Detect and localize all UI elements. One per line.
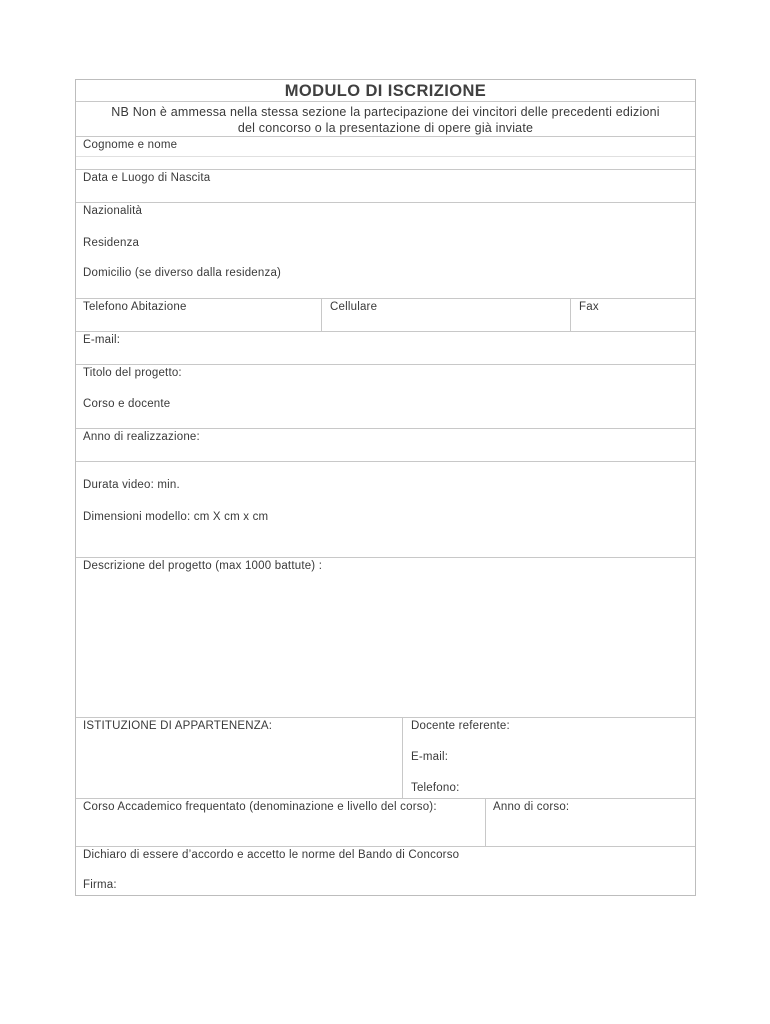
descrizione-field[interactable] [76, 558, 695, 718]
dichiarazione-row[interactable] [76, 847, 695, 895]
cognome-nome-subline [76, 156, 695, 157]
form-note [76, 102, 695, 137]
data-luogo-label: Data e Luogo di Nascita [83, 172, 211, 184]
cognome-nome-field[interactable] [76, 137, 695, 170]
registration-form [75, 79, 696, 896]
address-block[interactable] [76, 203, 695, 299]
anno-realizzazione-label: Anno di realizzazione: [83, 431, 200, 443]
form-title: MODULO DI ISCRIZIONE [76, 80, 695, 102]
cellulare-label: Cellulare [330, 301, 378, 313]
dichiarazione-label: Dichiaro di essere d’accordo e accetto le norme del Bando di Concorso [83, 849, 460, 861]
phone-divider-1 [321, 299, 322, 331]
durata-label: Durata video: min. [83, 479, 180, 491]
corso-docente-label: Corso e docente [83, 398, 171, 410]
email-label: E-mail: [83, 334, 121, 346]
telefono-label: Telefono Abitazione [83, 301, 187, 313]
phone-divider-2 [570, 299, 571, 331]
nazionalita-label: Nazionalità [83, 205, 143, 217]
istituzione-label: ISTITUZIONE DI APPARTENENZA: [83, 720, 273, 732]
corso-divider [485, 799, 486, 846]
docente-email-label: E-mail: [411, 751, 449, 763]
corso-accademico-label: Corso Accademico frequentato (denominazione e livello del corso): [83, 801, 437, 813]
corso-accademico-row [76, 799, 695, 847]
data-luogo-field[interactable] [76, 170, 695, 203]
firma-label: Firma: [83, 879, 117, 891]
anno-realizzazione-field[interactable] [76, 429, 695, 462]
istituzione-divider [402, 718, 403, 798]
technical-block[interactable] [76, 462, 695, 558]
istituzione-row [76, 718, 695, 799]
cognome-nome-label: Cognome e nome [83, 139, 178, 151]
docente-telefono-label: Telefono: [411, 782, 460, 794]
docente-referente-label: Docente referente: [411, 720, 510, 732]
email-field[interactable] [76, 332, 695, 365]
anno-corso-label: Anno di corso: [493, 801, 570, 813]
residenza-label: Residenza [83, 237, 140, 249]
domicilio-label: Domicilio (se diverso dalla residenza) [83, 267, 282, 279]
fax-label: Fax [579, 301, 599, 313]
project-title-block[interactable] [76, 365, 695, 429]
note-line-1: NB Non è ammessa nella stessa sezione la partecipazione dei vincitori delle precedenti edizioni [111, 105, 660, 119]
descrizione-label: Descrizione del progetto (max 1000 battute) : [83, 560, 323, 572]
note-line-2: del concorso o la presentazione di opere già inviate [237, 121, 534, 135]
phone-row [76, 299, 695, 332]
titolo-label: Titolo del progetto: [83, 367, 182, 379]
dimensioni-label: Dimensioni modello: cm X cm x cm [83, 511, 269, 523]
